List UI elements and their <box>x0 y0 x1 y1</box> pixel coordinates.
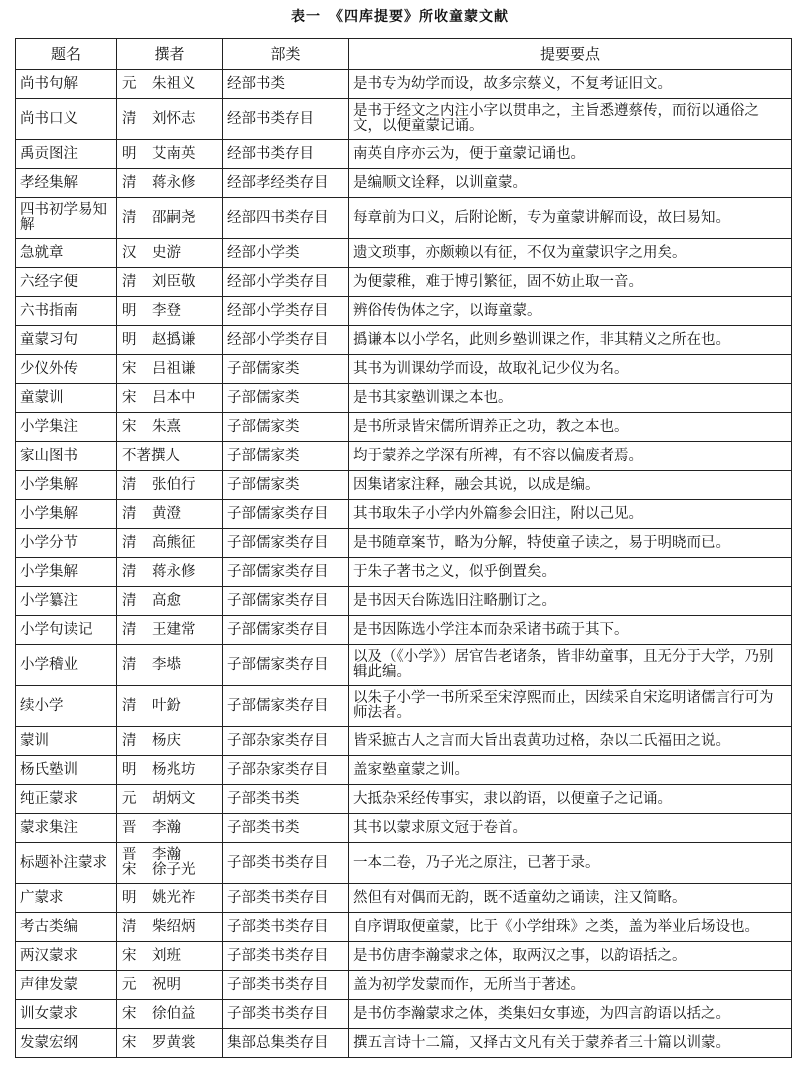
author-dynasty: 宋 <box>122 389 137 406</box>
table-row <box>16 942 792 971</box>
cell-author <box>117 785 223 814</box>
cell-title: 家山图书 <box>16 442 117 471</box>
author-dynasty: 清 <box>122 273 137 290</box>
cell-summary: 以及（《小学》）居官告老诸条，皆非幼童事，且无分于大学，乃别辑此编。 <box>349 645 792 686</box>
cell-title: 杨氏塾训 <box>16 756 117 785</box>
cell-summary: 皆采摭古人之言而大旨出袁黄功过格，杂以二氏福田之说。 <box>349 727 792 756</box>
cell-title: 童蒙习句 <box>16 326 117 355</box>
cell-author <box>117 558 223 587</box>
author-name: 杨兆坊 <box>152 761 196 778</box>
cell-summary: 均于蒙养之学深有所裨，有不容以偏废者焉。 <box>349 442 792 471</box>
cell-summary: 是书专为幼学而设，故多宗蔡义，不复考证旧文。 <box>349 70 792 99</box>
author-name: 邵嗣尧 <box>152 209 196 226</box>
cell-title: 小学集解 <box>16 500 117 529</box>
cell-summary: 是书因陈选小学注本而杂采诸书疏于其下。 <box>349 616 792 645</box>
cell-category: 子部类书类 <box>223 785 349 814</box>
cell-title: 童蒙训 <box>16 384 117 413</box>
cell-title: 尚书句解 <box>16 70 117 99</box>
author-name: 张伯行 <box>152 476 196 493</box>
cell-author <box>117 500 223 529</box>
cell-summary: 自序谓取便童蒙，比于《小学绀珠》之类，盖为举业后场设也。 <box>349 913 792 942</box>
cell-author <box>117 413 223 442</box>
cell-summary: 盖为初学发蒙而作，无所当于著述。 <box>349 971 792 1000</box>
cell-author <box>117 70 223 99</box>
cell-category: 子部儒家类存目 <box>223 500 349 529</box>
cell-summary: 其书取朱子小学内外篇参会旧注，附以己见。 <box>349 500 792 529</box>
cell-category: 子部类书类存目 <box>223 942 349 971</box>
table-row <box>16 814 792 843</box>
author-dynasty: 明 <box>122 331 137 348</box>
cell-author <box>117 355 223 384</box>
author-dynasty: 清 <box>122 732 137 749</box>
cell-title: 蒙训 <box>16 727 117 756</box>
author-dynasty: 晋 <box>122 847 137 863</box>
cell-author <box>117 942 223 971</box>
author-name: 姚光祚 <box>152 889 196 906</box>
cell-author <box>117 442 223 471</box>
cell-author <box>117 471 223 500</box>
author-name: 赵撝谦 <box>152 331 196 348</box>
cell-category: 子部类书类存目 <box>223 913 349 942</box>
author-name: 徐伯益 <box>152 1005 196 1022</box>
cell-title: 两汉蒙求 <box>16 942 117 971</box>
cell-summary: 是书仿李瀚蒙求之体，类集妇女事迹，为四言韵语以括之。 <box>349 1000 792 1029</box>
cell-category: 经部书类存目 <box>223 99 349 140</box>
table-row <box>16 686 792 727</box>
cell-category: 子部儒家类存目 <box>223 587 349 616</box>
table-row <box>16 913 792 942</box>
cell-title: 声律发蒙 <box>16 971 117 1000</box>
cell-summary: 大抵杂采经传事实，隶以韵语，以便童子之记诵。 <box>349 785 792 814</box>
cell-author <box>117 198 223 239</box>
author-dynasty: 宋 <box>122 360 137 377</box>
table-body <box>16 70 792 1058</box>
cell-author <box>117 1000 223 1029</box>
cell-category: 子部杂家类存目 <box>223 756 349 785</box>
cell-title: 小学句读记 <box>16 616 117 645</box>
author-dynasty: 宋 <box>122 862 137 878</box>
cell-category: 子部儒家类 <box>223 471 349 500</box>
cell-author <box>117 587 223 616</box>
author-name: 李瀚 <box>152 819 181 836</box>
author-name: 罗黄裳 <box>152 1034 196 1051</box>
author-name: 高熊征 <box>152 534 196 551</box>
cell-title: 广蒙求 <box>16 884 117 913</box>
author-name: 朱熹 <box>152 418 181 435</box>
cell-author <box>117 99 223 140</box>
cell-summary: 撝谦本以小学名，此则乡塾训课之作，非其精义之所在也。 <box>349 326 792 355</box>
cell-title: 尚书口义 <box>16 99 117 140</box>
cell-title: 四书初学易知解 <box>16 198 117 239</box>
cell-author <box>117 686 223 727</box>
cell-category: 子部儒家类 <box>223 384 349 413</box>
cell-category: 经部四书类存目 <box>223 198 349 239</box>
author-dynasty: 元 <box>122 75 137 92</box>
table-row <box>16 140 792 169</box>
cell-category: 经部小学类 <box>223 239 349 268</box>
table-row <box>16 500 792 529</box>
cell-category: 子部儒家类存目 <box>223 529 349 558</box>
table-row <box>16 1000 792 1029</box>
cell-title: 小学集解 <box>16 558 117 587</box>
author-name: 李塨 <box>152 656 181 673</box>
table-row <box>16 645 792 686</box>
cell-category: 子部类书类存目 <box>223 1000 349 1029</box>
cell-category: 经部小学类存目 <box>223 268 349 297</box>
table-row <box>16 785 792 814</box>
author-name: 史游 <box>152 244 181 261</box>
author-name: 高愈 <box>152 592 181 609</box>
author-dynasty: 清 <box>122 209 137 226</box>
table-row <box>16 239 792 268</box>
author-dynasty: 清 <box>122 697 137 714</box>
author-name: 徐子光 <box>152 862 196 878</box>
cell-title: 小学纂注 <box>16 587 117 616</box>
cell-title: 孝经集解 <box>16 169 117 198</box>
author-name: 蒋永修 <box>152 563 196 580</box>
table-row <box>16 558 792 587</box>
cell-category: 子部儒家类存目 <box>223 686 349 727</box>
table-row <box>16 971 792 1000</box>
table-row <box>16 413 792 442</box>
author-dynasty: 清 <box>122 534 137 551</box>
cell-summary: 于朱子著书之义，似乎倒置矣。 <box>349 558 792 587</box>
cell-author <box>117 843 223 884</box>
author-dynasty: 清 <box>122 621 137 638</box>
cell-summary: 是书随章案节，略为分解，特使童子读之，易于明晓而已。 <box>349 529 792 558</box>
table-row <box>16 587 792 616</box>
author-dynasty: 明 <box>122 761 137 778</box>
cell-category: 经部书类存目 <box>223 140 349 169</box>
cell-summary: 遗文琐事，亦颇赖以有征，不仅为童蒙识字之用矣。 <box>349 239 792 268</box>
cell-category: 子部儒家类存目 <box>223 558 349 587</box>
author-dynasty: 清 <box>122 918 137 935</box>
table-row <box>16 616 792 645</box>
author-name: 刘臣敬 <box>152 273 196 290</box>
author-dynasty: 清 <box>122 174 137 191</box>
table-row <box>16 471 792 500</box>
cell-summary: 然但有对偶而无韵，既不适童幼之诵读，注又简略。 <box>349 884 792 913</box>
author-dynasty: 明 <box>122 302 137 319</box>
cell-summary: 盖家塾童蒙之训。 <box>349 756 792 785</box>
cell-author <box>117 616 223 645</box>
table-row <box>16 70 792 99</box>
header-title: 题名 <box>16 39 117 70</box>
cell-author <box>117 913 223 942</box>
cell-title: 考古类编 <box>16 913 117 942</box>
author-name: 杨庆 <box>152 732 181 749</box>
table-row <box>16 442 792 471</box>
cell-author <box>117 727 223 756</box>
table-row <box>16 268 792 297</box>
cell-summary: 其书为训课幼学而设，故取礼记少仪为名。 <box>349 355 792 384</box>
table-row <box>16 169 792 198</box>
table-row <box>16 99 792 140</box>
header-summary: 提要要点 <box>349 39 792 70</box>
cell-category: 子部儒家类 <box>223 442 349 471</box>
cell-title: 小学分节 <box>16 529 117 558</box>
author-name: 吕本中 <box>152 389 196 406</box>
cell-author <box>117 169 223 198</box>
cell-category: 经部书类 <box>223 70 349 99</box>
author-dynasty: 晋 <box>122 819 137 836</box>
cell-category: 集部总集类存目 <box>223 1029 349 1058</box>
cell-author <box>117 1029 223 1058</box>
cell-summary: 撰五言诗十二篇，又择古文凡有关于蒙养者三十篇以训蒙。 <box>349 1029 792 1058</box>
author-dynasty: 清 <box>122 476 137 493</box>
author-name: 不著撰人 <box>122 447 180 464</box>
cell-title: 六经字便 <box>16 268 117 297</box>
author-dynasty: 清 <box>122 563 137 580</box>
cell-summary: 一本二卷，乃子光之原注，已著于录。 <box>349 843 792 884</box>
author-dynasty: 汉 <box>122 244 137 261</box>
author-dynasty: 明 <box>122 889 137 906</box>
table-header-row <box>16 39 792 70</box>
author-name: 祝明 <box>152 976 181 993</box>
table-caption: 表一 《四库提要》所收童蒙文献 <box>291 9 509 25</box>
cell-summary: 是编顺文诠释，以训童蒙。 <box>349 169 792 198</box>
cell-category: 子部杂家类存目 <box>223 727 349 756</box>
cell-summary: 其书以蒙求原文冠于卷首。 <box>349 814 792 843</box>
cell-title: 急就章 <box>16 239 117 268</box>
cell-title: 禹贡图注 <box>16 140 117 169</box>
author-name: 李瀚 <box>152 847 181 863</box>
cell-author <box>117 756 223 785</box>
table-row <box>16 756 792 785</box>
cell-author <box>117 971 223 1000</box>
author-dynasty: 清 <box>122 656 137 673</box>
table-row <box>16 384 792 413</box>
cell-title: 纯正蒙求 <box>16 785 117 814</box>
table-row <box>16 326 792 355</box>
author-name: 吕祖谦 <box>152 360 196 377</box>
table-row <box>16 297 792 326</box>
cell-category: 经部小学类存目 <box>223 326 349 355</box>
header-author: 撰者 <box>117 39 223 70</box>
author-name: 柴绍炳 <box>152 918 196 935</box>
table-row <box>16 884 792 913</box>
cell-category: 经部小学类存目 <box>223 297 349 326</box>
table-row <box>16 355 792 384</box>
cell-title: 训女蒙求 <box>16 1000 117 1029</box>
author-name: 李登 <box>152 302 181 319</box>
cell-summary: 因集诸家注释，融会其说，以成是编。 <box>349 471 792 500</box>
table-row <box>16 198 792 239</box>
cell-author <box>117 384 223 413</box>
author-dynasty: 宋 <box>122 1005 137 1022</box>
cell-category: 子部类书类存目 <box>223 843 349 884</box>
cell-category: 子部儒家类存目 <box>223 645 349 686</box>
cell-category: 子部类书类 <box>223 814 349 843</box>
cell-title: 六书指南 <box>16 297 117 326</box>
cell-summary: 以朱子小学一书所采至宋淳熙而止，因续采自宋迄明诸儒言行可为师法者。 <box>349 686 792 727</box>
cell-author <box>117 268 223 297</box>
author-dynasty: 宋 <box>122 418 137 435</box>
cell-summary: 辨俗传伪体之字，以诲童蒙。 <box>349 297 792 326</box>
cell-author <box>117 645 223 686</box>
table-row <box>16 529 792 558</box>
cell-summary: 是书于经文之内注小字以贯串之，主旨悉遵蔡传，而衍以通俗之文，以便童蒙记诵。 <box>349 99 792 140</box>
cell-summary: 是书仿唐李瀚蒙求之体，取两汉之事，以韵语括之。 <box>349 942 792 971</box>
cell-category: 经部孝经类存目 <box>223 169 349 198</box>
author-name: 叶鈖 <box>152 697 181 714</box>
cell-category: 子部类书类存目 <box>223 971 349 1000</box>
author-dynasty: 清 <box>122 110 137 127</box>
cell-summary: 为便蒙稚，难于博引繁征，固不妨止取一音。 <box>349 268 792 297</box>
cell-summary: 是书因天台陈选旧注略删订之。 <box>349 587 792 616</box>
author-dynasty: 清 <box>122 505 137 522</box>
cell-author <box>117 297 223 326</box>
cell-summary: 是书其家塾训课之本也。 <box>349 384 792 413</box>
cell-title: 小学集解 <box>16 471 117 500</box>
cell-author <box>117 239 223 268</box>
author-dynasty: 元 <box>122 976 137 993</box>
author-name: 刘班 <box>152 947 181 964</box>
cell-summary: 每章前为口义，后附论断，专为童蒙讲解而设，故曰易知。 <box>349 198 792 239</box>
author-name: 蒋永修 <box>152 174 196 191</box>
cell-author <box>117 884 223 913</box>
author-dynasty: 宋 <box>122 947 137 964</box>
cell-author <box>117 140 223 169</box>
table-row <box>16 727 792 756</box>
cell-category: 子部儒家类 <box>223 413 349 442</box>
table-row <box>16 843 792 884</box>
cell-author <box>117 814 223 843</box>
cell-author <box>117 326 223 355</box>
cell-title: 小学稽业 <box>16 645 117 686</box>
cell-title: 续小学 <box>16 686 117 727</box>
cell-author <box>117 529 223 558</box>
author-dynasty: 清 <box>122 592 137 609</box>
author-dynasty: 宋 <box>122 1034 137 1051</box>
cell-summary: 是书所录皆宋儒所谓养正之功，教之本也。 <box>349 413 792 442</box>
cell-category: 子部儒家类存目 <box>223 616 349 645</box>
cell-title: 少仪外传 <box>16 355 117 384</box>
author-name: 刘怀志 <box>152 110 196 127</box>
header-category: 部类 <box>223 39 349 70</box>
cell-title: 小学集注 <box>16 413 117 442</box>
reference-table <box>15 38 792 1058</box>
cell-category: 子部类书类存目 <box>223 884 349 913</box>
table-row <box>16 1029 792 1058</box>
author-name: 朱祖义 <box>152 75 196 92</box>
author-name: 胡炳文 <box>152 790 196 807</box>
author-name: 王建常 <box>152 621 196 638</box>
author-name: 黄澄 <box>152 505 181 522</box>
cell-title: 发蒙宏纲 <box>16 1029 117 1058</box>
cell-title: 蒙求集注 <box>16 814 117 843</box>
author-name: 艾南英 <box>152 145 196 162</box>
cell-category: 子部儒家类 <box>223 355 349 384</box>
author-dynasty: 明 <box>122 145 137 162</box>
author-dynasty: 元 <box>122 790 137 807</box>
cell-title: 标题补注蒙求 <box>16 843 117 884</box>
cell-summary: 南英自序亦云为，便于童蒙记诵也。 <box>349 140 792 169</box>
